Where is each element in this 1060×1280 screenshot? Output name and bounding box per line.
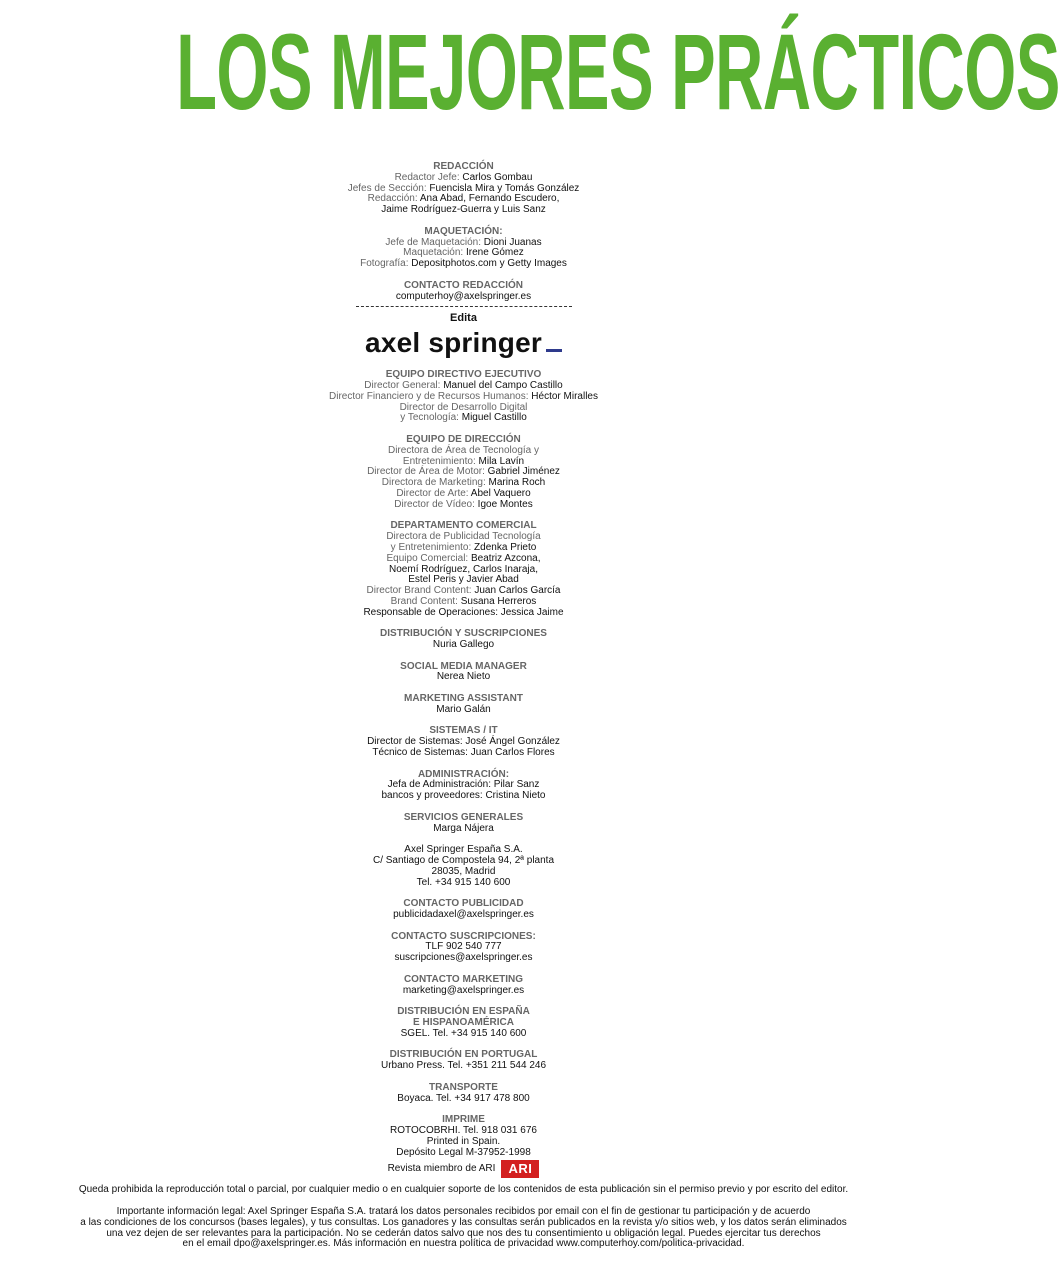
role-value: Susana Herreros (457, 595, 537, 607)
credits-column (0, 162, 927, 1178)
role-value: Técnico de Sistemas: Juan Carlos Flores (372, 747, 555, 759)
role-value: Fuencisla Mira y Tomás González (426, 182, 580, 194)
section-sistemas (0, 726, 927, 758)
role-label: Redacción: (367, 193, 418, 205)
legal-line: Importante información legal: Axel Springer España S.A. tratará los datos personales recibidos por email con el fin de gestionar tu participación y de acuerdo (116, 1206, 811, 1217)
role-value: Boyaca. Tel. +34 917 478 800 (397, 1092, 530, 1104)
section-heading: CONTACTO REDACCIÓN (403, 279, 524, 291)
legal-line: en el email dpo@axelspringer.es. Más información en nuestra política de privacidad www.computerhoy.com/politica-privacidad. (182, 1238, 745, 1250)
ari-logo-icon: ARI (501, 1160, 539, 1178)
section-contacto-suscripciones (0, 932, 927, 964)
role-label: Jefe de Maquetación: (385, 236, 482, 248)
section-distribucion (0, 629, 927, 651)
role-label: Director de Arte: (396, 487, 469, 499)
section-equipo-directivo (0, 370, 927, 424)
role-value: Miguel Castillo (458, 412, 527, 424)
section-address (0, 845, 927, 888)
section-heading: ADMINISTRACIÓN: (417, 768, 510, 780)
address-phone: Tel. +34 915 140 600 (416, 876, 511, 888)
role-value: SGEL. Tel. +34 915 140 600 (400, 1027, 527, 1039)
contact-email: computerhoy@axelspringer.es (395, 290, 532, 302)
role-label: Director de Área de Motor: (367, 466, 485, 478)
role-value: bancos y proveedores: Cristina Nieto (381, 790, 546, 802)
section-heading: EQUIPO DIRECTIVO EJECUTIVO (385, 369, 542, 381)
section-heading: TRANSPORTE (429, 1081, 498, 1093)
role-label: y Tecnología: (400, 412, 459, 424)
role-value: Mario Galán (436, 703, 491, 715)
ari-text: Revista miembro de ARI (387, 1162, 496, 1174)
role-label: Directora de Publicidad Tecnología (386, 531, 541, 543)
logo-text: axel springer (365, 327, 542, 359)
page-title: LOS MEJORES PRÁCTICOS (176, 11, 1060, 132)
role-value: Noemí Rodríguez, Carlos Inaraja, (389, 563, 538, 575)
contact-email: suscripciones@axelspringer.es (394, 952, 533, 964)
role-value: Dioni Juanas (481, 236, 542, 248)
section-dist-espana (0, 1007, 927, 1039)
section-heading: CONTACTO PUBLICIDAD (403, 898, 524, 910)
section-marketing-assistant (0, 694, 927, 716)
legal-line: una vez dejen de ser relevantes para la participación. No se cederán datos salvo que nos des tu consentimiento u obligación legal. Puedes ejercitar tus derechos (106, 1227, 821, 1239)
section-redaccion (0, 162, 927, 216)
role-label: y Entretenimiento: (390, 541, 472, 553)
role-value: Depositphotos.com y Getty Images (408, 258, 567, 270)
role-value: Manuel del Campo Castillo (440, 379, 563, 391)
role-value: Printed in Spain. (426, 1135, 501, 1147)
role-label: Director de Vídeo: (394, 498, 475, 510)
role-value: Director de Sistemas: José Ángel González (367, 736, 560, 748)
contact-email: marketing@axelspringer.es (402, 984, 525, 996)
section-heading: SERVICIOS GENERALES (403, 811, 524, 823)
address-street: C/ Santiago de Compostela 94, 2ª planta (372, 855, 555, 867)
role-value: Gabriel Jiménez (484, 466, 560, 478)
section-social-media (0, 662, 927, 684)
role-value: Urbano Press. Tel. +351 211 544 246 (380, 1060, 547, 1072)
role-value: Depósito Legal M-37952-1998 (396, 1146, 531, 1158)
role-label: Entretenimiento: (402, 455, 476, 467)
section-heading: E HISPANOAMÉRICA (413, 1016, 514, 1028)
axel-springer-logo (365, 328, 562, 358)
role-label: Equipo Comercial: (386, 552, 469, 564)
section-contacto-publicidad (0, 899, 927, 921)
address-city: 28035, Madrid (431, 865, 496, 877)
section-heading: MAQUETACIÓN: (424, 225, 503, 237)
section-servicios-generales (0, 813, 927, 835)
section-heading: CONTACTO MARKETING (403, 973, 524, 985)
role-value: Nuria Gallego (432, 639, 495, 651)
role-label: Maquetación: (403, 247, 464, 259)
section-heading: CONTACTO SUSCRIPCIONES: (391, 930, 536, 942)
role-label: Brand Content: (390, 595, 458, 607)
role-label: Director de Desarrollo Digital (399, 401, 528, 413)
section-imprime (0, 1115, 927, 1158)
section-heading: DISTRIBUCIÓN Y SUSCRIPCIONES (380, 628, 547, 640)
role-value: Marga Nájera (433, 822, 494, 834)
contact-phone: TLF 902 540 777 (425, 941, 502, 953)
section-heading: MARKETING ASSISTANT (404, 693, 523, 705)
section-transporte (0, 1083, 927, 1105)
contact-email: publicidadaxel@axelspringer.es (393, 909, 534, 920)
role-value: Mila Lavín (475, 455, 525, 467)
role-value: Igoe Montes (474, 498, 533, 510)
section-heading: EQUIPO DE DIRECCIÓN (406, 433, 521, 445)
section-equipo-direccion (0, 435, 927, 511)
section-comercial (0, 521, 927, 618)
role-value: Abel Vaquero (468, 487, 531, 499)
section-heading: IMPRIME (442, 1114, 485, 1126)
legal-prohibition: Queda prohibida la reproducción total o parcial, por cualquier medio o en cualquier soporte de los contenidos de esta publicación sin el permiso previo y por escrito del editor. (78, 1184, 849, 1195)
role-label: Director Financiero y de Recursos Humanos: (329, 390, 529, 402)
role-value: Carlos Gombau (459, 171, 533, 183)
section-heading: REDACCIÓN (433, 161, 494, 172)
section-heading: SOCIAL MEDIA MANAGER (400, 660, 527, 672)
role-value: Héctor Miralles (528, 390, 598, 402)
role-value: Jaime Rodríguez-Guerra y Luis Sanz (381, 204, 546, 216)
role-label: Director General: (364, 379, 441, 391)
role-value: Marina Roch (485, 477, 546, 489)
role-value: Zdenka Prieto (471, 541, 537, 553)
section-heading: DISTRIBUCIÓN EN PORTUGAL (389, 1049, 538, 1061)
legal-line: a las condiciones de los concursos (bases legales), y tus consultas. Los ganadores y las consultas serán publicados en la revista y/o sitios web, y los datos serán eliminados (80, 1216, 847, 1228)
role-value: Juan Carlos García (471, 585, 561, 597)
role-value: ROTOCOBRHI. Tel. 918 031 676 (390, 1124, 537, 1136)
section-heading: DEPARTAMENTO COMERCIAL (390, 520, 537, 532)
ari-membership (0, 1160, 927, 1178)
section-heading: DISTRIBUCIÓN EN ESPAÑA (397, 1006, 530, 1018)
section-heading: SISTEMAS / IT (429, 725, 498, 737)
role-label: Directora de Área de Tecnología y (387, 444, 539, 456)
legal-notice (40, 1207, 887, 1250)
section-dist-portugal (0, 1050, 927, 1072)
logo-bar-icon (546, 349, 562, 352)
dashed-divider (356, 306, 572, 307)
role-value: Irene Gómez (463, 247, 524, 259)
role-value: Nerea Nieto (436, 671, 491, 683)
edita-label: Edita (450, 312, 477, 325)
role-label: Director Brand Content: (366, 585, 472, 597)
role-value: Beatriz Azcona, (468, 552, 541, 564)
section-administracion (0, 770, 927, 802)
role-value: Jefa de Administración: Pilar Sanz (387, 779, 540, 791)
role-label: Fotografía: (360, 258, 409, 270)
section-contacto-redaccion (0, 281, 927, 303)
section-maquetacion (0, 227, 927, 270)
role-label: Jefes de Sección: (347, 182, 427, 194)
role-label: Redactor Jefe: (394, 171, 460, 183)
role-label: Directora de Marketing: (381, 477, 486, 489)
role-value: Responsable de Operaciones: Jessica Jaime (363, 606, 564, 618)
role-value: Estel Peris y Javier Abad (408, 574, 519, 586)
section-contacto-marketing (0, 975, 927, 997)
role-value: Ana Abad, Fernando Escudero, (417, 193, 560, 205)
company-name: Axel Springer España S.A. (404, 844, 523, 856)
